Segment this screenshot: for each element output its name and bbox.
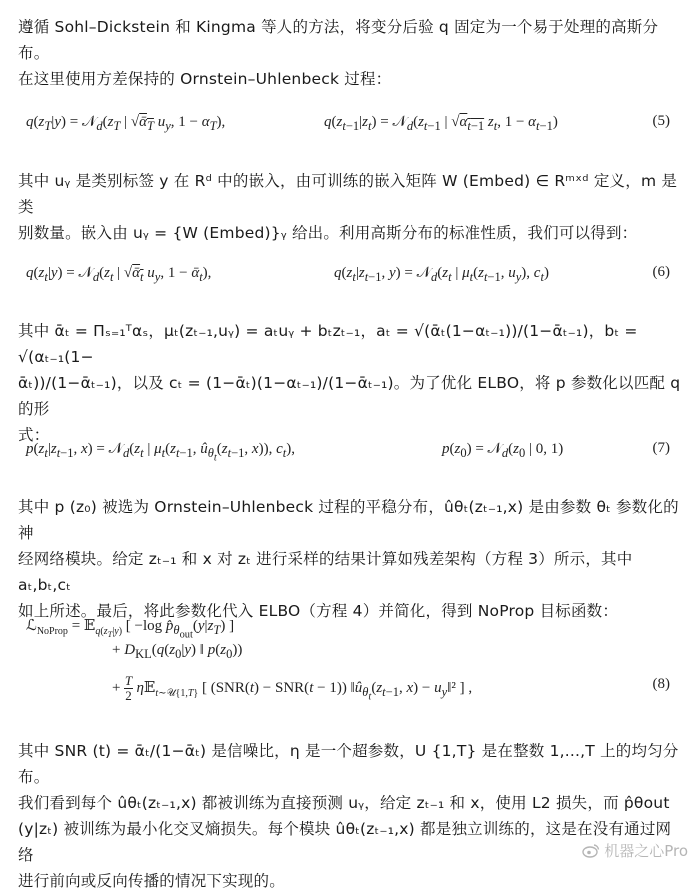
weibo-icon: [582, 843, 600, 858]
paragraph-coefficients: [18, 318, 682, 448]
paragraph-snr: [18, 738, 682, 894]
paragraph-stationary: [18, 494, 682, 624]
text-line: 进行前向或反向传播的情况下实现的。: [18, 872, 285, 890]
text-line: 如上所述。最后，将此参数化代入 ELBO（方程 4）并简化，得到 NoProp 目标函数：: [18, 602, 619, 620]
text-line: 我们看到每个 ûθₜ(zₜ₋₁,x) 都被训练为直接预测 uᵧ，给定 zₜ₋₁ 和 x，使用 L2 损失，而 p̂θout: [18, 794, 670, 812]
equation-6-left: $q(z_t|y)$ = $𝒩_d(z_t$ | √ᾱ$_t$ $u_y$, 1 − ᾱ$_t$),: [26, 265, 212, 284]
text-line: 在这里使用方差保持的 Ornstein–Uhlenbeck 过程：: [18, 70, 392, 88]
text-line: 经网络模块。给定 zₜ₋₁ 和 x 对 zₜ 进行采样的结果计算如残差架构（方程 3）所示，其中 aₜ,bₜ,cₜ: [18, 550, 633, 594]
paragraph-intro: [18, 14, 682, 92]
text-line: 别数量。嵌入由 uᵧ = {W (Embed)}ᵧ 给出。利用高斯分布的标准性质，我们可以得到：: [18, 224, 638, 242]
equation-7-right: $p(z_0)$ = $𝒩_d(z_0$ | 0, 1): [442, 441, 564, 460]
equation-6-right: $q(z_t|z_{t-1}$, $y) = 𝒩_d(z_t$ | $\mu_t(z_{t-1}$, $u_y$), $c_t$): [334, 265, 549, 284]
watermark: [582, 840, 688, 861]
equation-number: (7): [652, 440, 670, 456]
equation-8: [18, 616, 682, 706]
text-line: 其中 SNR (t) = ᾱₜ/(1−ᾱₜ) 是信噪比，η 是一个超参数，U {1,T} 是在整数 1,...,T 上的均匀分布。: [18, 742, 679, 786]
equation-number: (8): [652, 676, 670, 692]
watermark-text: 机器之心Pro: [604, 842, 688, 860]
equation-8-line-2: + $D_{KL}(q(z_0|y)$ ‖ $p(z_0)$): [112, 642, 243, 661]
text-line: 其中 ᾱₜ = Πₛ₌₁ᵀαₛ，μₜ(zₜ₋₁,uᵧ) = aₜuᵧ + bₜzₜ₋₁，aₜ = √(ᾱₜ(1−αₜ₋₁))/(1−ᾱₜ₋₁)，bₜ = √(αₜ₋₁(1−: [18, 322, 638, 366]
text-line: 其中 p (z₀) 被选为 Ornstein–Uhlenbeck 过程的平稳分布，ûθₜ(zₜ₋₁,x) 是由参数 θₜ 参数化的神: [18, 498, 679, 542]
equation-8-line-1: ℒ$_{NoProp}$ = 𝔼$_{q(z_T|y)}$ [ −log $p̂_{\theta_{out}}(y|z_T)$ ]: [26, 618, 235, 641]
equation-8-line-3: + $\frac{T}{2}$ η𝔼$_{t\sim 𝒰\{1,T\}}$ [ (SNR(t) − SNR(t − 1)) $‖û_{\theta_t}(z_{t-1}$, $x) - u_y‖^2$ ] ,: [112, 673, 473, 703]
paragraph-embedding: [18, 168, 682, 246]
equation-number: (5): [652, 113, 670, 129]
text-line: 遵循 Sohl–Dickstein 和 Kingma 等人的方法，将变分后验 q 固定为一个易于处理的高斯分布。: [18, 18, 659, 62]
text-line: 式：: [18, 426, 50, 444]
equation-number: (6): [652, 264, 670, 280]
equation-7-left: $p(z_t|z_{t-1}$, $x) = 𝒩_d(z_t$ | $\mu_t(z_{t-1}$, $û_{\theta_t}(z_{t-1}$, x)), $c_t$),: [26, 441, 295, 464]
text-line: (y|zₜ) 被训练为最小化交叉熵损失。每个模块 ûθₜ(zₜ₋₁,x) 都是独立训练的，这是在没有通过网络: [18, 820, 672, 864]
text-line: 其中 uᵧ 是类别标签 y 在 Rᵈ 中的嵌入，由可训练的嵌入矩阵 W (Embed) ∈ Rᵐˣᵈ 定义，m 是类: [18, 172, 678, 216]
equation-5-left: $q(z_T|y)$ = $𝒩_d(z_T$ | √ᾱ$_T$ $u_y$, $1 - \alpha_T$),: [26, 114, 226, 133]
text-line: ᾱₜ))/(1−ᾱₜ₋₁)，以及 cₜ = (1−ᾱₜ)(1−αₜ₋₁)/(1−ᾱₜ₋₁)。为了优化 ELBO，将 p 参数化以匹配 q 的形: [18, 374, 681, 418]
equation-5-right: $q(z_{t-1}|z_t)$ = $𝒩_d(z_{t-1}$ | $√\alpha_{t-1}$ $z_t$, $1 - \alpha_{t-1}$): [324, 114, 558, 133]
